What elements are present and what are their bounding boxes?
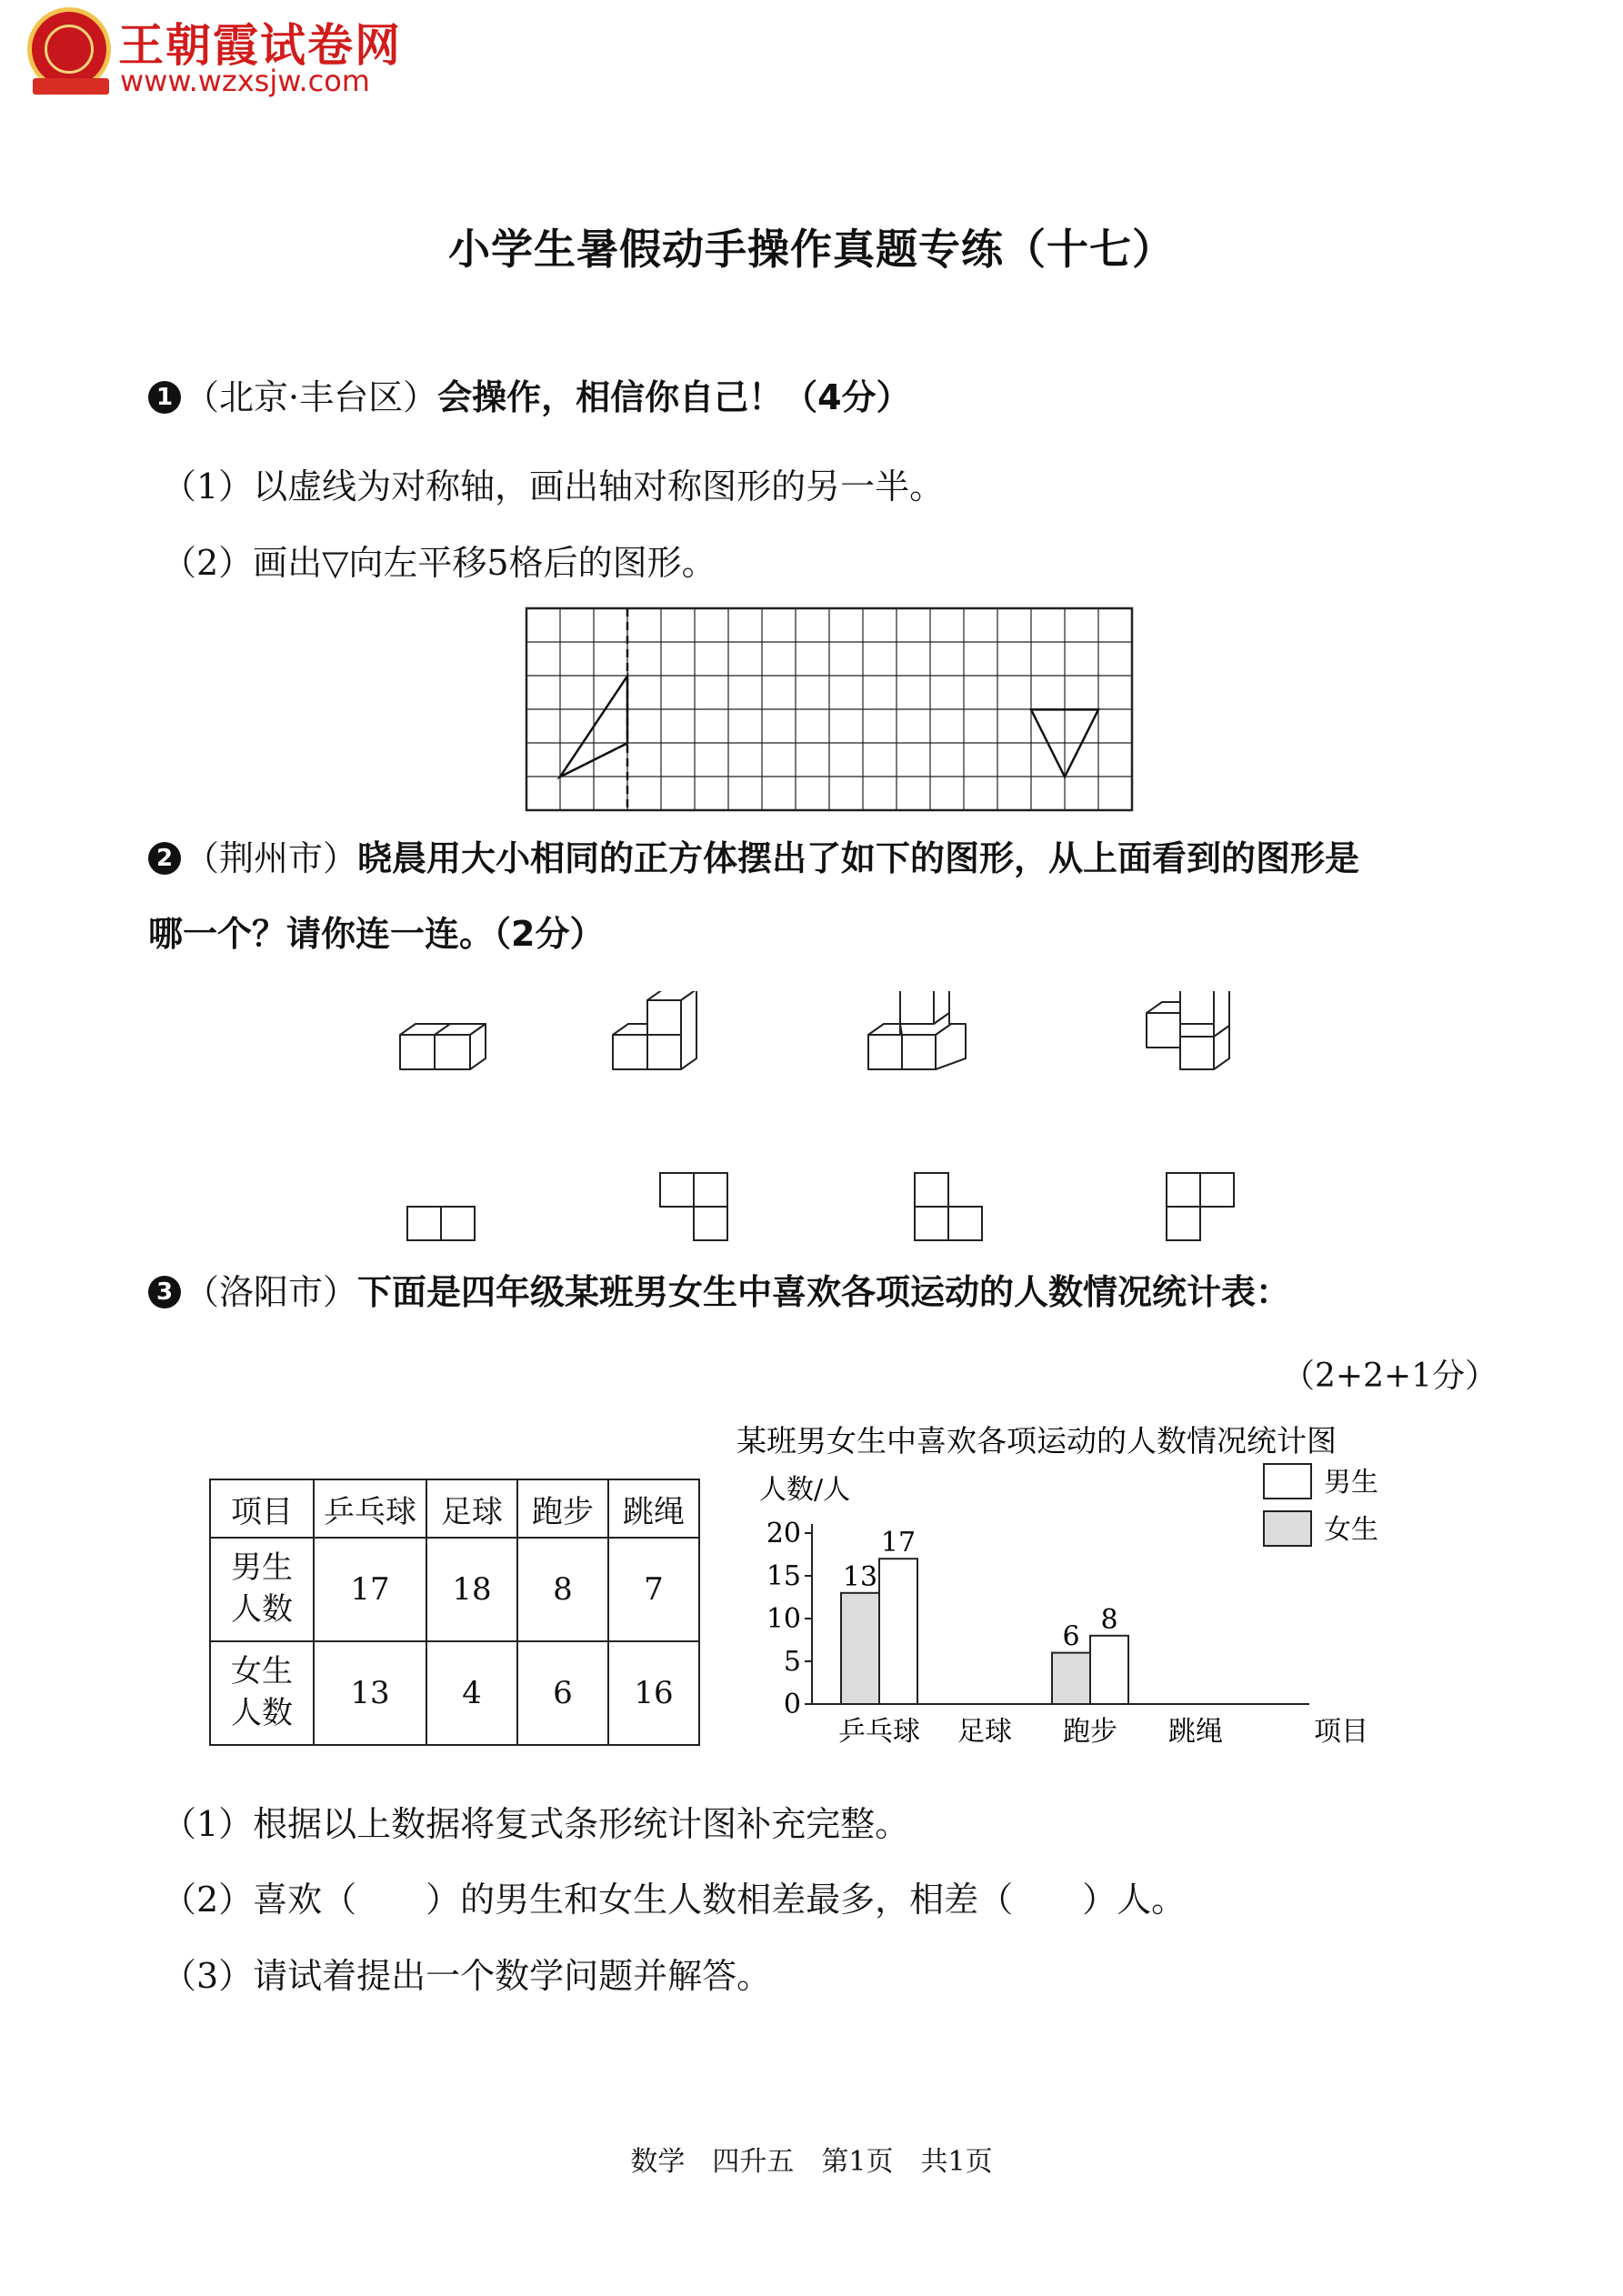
bar-value-label: 13 bbox=[842, 1560, 878, 1593]
bar-value-label: 6 bbox=[1062, 1620, 1080, 1653]
row-label-line1: 女生 bbox=[231, 1653, 293, 1690]
row-label bbox=[210, 1538, 314, 1641]
cube-figure-d bbox=[1147, 991, 1229, 1069]
q2-heading-line2 bbox=[148, 914, 605, 954]
y-tick-label: 15 bbox=[766, 1560, 801, 1592]
table-cell: 17 bbox=[314, 1538, 426, 1641]
q3-sub2: （2）喜欢（ ）的男生和女生人数相差最多，相差（ ）人。 bbox=[162, 1880, 1187, 1920]
cube-figure-a bbox=[400, 1024, 486, 1069]
q1-grid-figure bbox=[523, 605, 1150, 817]
q3-text: 下面是四年级某班男女生中喜欢各项运动的人数情况统计表： bbox=[357, 1272, 1291, 1312]
site-name: 王朝霞试卷网 bbox=[118, 19, 402, 72]
top-view-option-d[interactable] bbox=[1167, 1173, 1234, 1240]
bar-男生 bbox=[1090, 1636, 1128, 1704]
q1-number-badge: 1 bbox=[148, 381, 181, 414]
chart-title: 某班男女生中喜欢各项运动的人数情况统计图 bbox=[736, 1423, 1337, 1459]
legend-swatch bbox=[1264, 1464, 1311, 1499]
top-view-options bbox=[391, 1155, 1246, 1246]
table-row bbox=[210, 1641, 699, 1745]
x-tick-label: 跑步 bbox=[1063, 1716, 1117, 1748]
q3-heading bbox=[148, 1272, 1291, 1312]
y-tick-label: 0 bbox=[783, 1689, 801, 1720]
q1-sub1: （1）以虚线为对称轴，画出轴对称图形的另一半。 bbox=[162, 466, 945, 506]
table-cell: 8 bbox=[517, 1538, 608, 1641]
q2-number-badge: 2 bbox=[148, 842, 181, 875]
q2-text-line2: 哪一个？请你连一连。（2分） bbox=[148, 914, 605, 954]
x-tick-label: 乒乓球 bbox=[838, 1716, 920, 1748]
q3-sub3: （3）请试着提出一个数学问题并解答。 bbox=[162, 1956, 772, 1996]
bar-value-label: 17 bbox=[880, 1527, 917, 1559]
table-cell: 7 bbox=[608, 1538, 699, 1641]
q1-heading bbox=[148, 377, 911, 417]
q2-source: （荆州市） bbox=[185, 838, 358, 878]
table-header: 跑步 bbox=[517, 1479, 608, 1538]
bar-value-label: 8 bbox=[1100, 1603, 1118, 1636]
page-title: 小学生暑假动手操作真题专练（十七） bbox=[448, 225, 1175, 274]
q1-sub2: （2）画出▽向左平移5格后的图形。 bbox=[162, 543, 716, 583]
legend-swatch bbox=[1264, 1511, 1311, 1546]
q3-source: （洛阳市） bbox=[185, 1272, 358, 1312]
cube-figure-c bbox=[868, 991, 966, 1069]
x-tick-label: 跳绳 bbox=[1168, 1716, 1223, 1748]
row-label bbox=[210, 1641, 314, 1745]
y-tick-label: 20 bbox=[766, 1518, 801, 1549]
table-cell: 6 bbox=[517, 1641, 608, 1745]
row-label-line2: 人数 bbox=[231, 1695, 293, 1731]
q3-number-badge: 3 bbox=[148, 1276, 181, 1308]
site-url[interactable]: www.wzxsjw.com bbox=[120, 64, 370, 98]
q3-score: （2+2+1分） bbox=[1282, 1358, 1498, 1395]
table-cell: 13 bbox=[314, 1641, 426, 1745]
bar-男生 bbox=[879, 1559, 917, 1704]
cube-figures bbox=[391, 991, 1246, 1100]
logo-ribbon-icon bbox=[33, 78, 109, 95]
y-axis-label: 人数/人 bbox=[759, 1474, 851, 1506]
table-header: 乒乓球 bbox=[314, 1479, 426, 1538]
y-tick-label: 10 bbox=[766, 1603, 801, 1635]
q2-heading bbox=[148, 838, 1360, 878]
table-cell: 4 bbox=[426, 1641, 517, 1745]
x-tick-label: 足球 bbox=[957, 1716, 1012, 1748]
bar-女生 bbox=[1052, 1653, 1090, 1704]
top-view-option-b[interactable] bbox=[660, 1173, 727, 1240]
table-cell: 16 bbox=[608, 1641, 699, 1745]
table-row bbox=[210, 1538, 699, 1641]
q3-sub1: （1）根据以上数据将复式条形统计图补充完整。 bbox=[162, 1804, 910, 1844]
bar-chart bbox=[709, 1419, 1418, 1782]
page-footer: 数学 四升五 第1页 共1页 bbox=[630, 2146, 993, 2178]
q1-text: 会操作，相信你自己！（4分） bbox=[437, 377, 911, 417]
top-view-option-c[interactable] bbox=[915, 1173, 982, 1240]
y-tick-label: 5 bbox=[783, 1646, 801, 1678]
q1-source: （北京·丰台区） bbox=[185, 377, 438, 417]
row-label-line2: 人数 bbox=[231, 1591, 293, 1628]
top-view-option-a[interactable] bbox=[407, 1207, 475, 1240]
table-header: 跳绳 bbox=[608, 1479, 699, 1538]
q2-text-line1: 晓晨用大小相同的正方体摆出了如下的图形，从上面看到的图形是 bbox=[357, 838, 1360, 878]
table-header-row bbox=[210, 1479, 699, 1538]
row-label-line1: 男生 bbox=[231, 1549, 293, 1587]
table-header: 足球 bbox=[426, 1479, 517, 1538]
stats-table bbox=[209, 1479, 700, 1746]
legend-label: 男生 bbox=[1324, 1467, 1378, 1499]
cube-figure-b bbox=[613, 991, 696, 1069]
x-axis-label: 项目 bbox=[1314, 1716, 1368, 1748]
bar-女生 bbox=[841, 1593, 879, 1704]
table-cell: 18 bbox=[426, 1538, 517, 1641]
legend-label: 女生 bbox=[1324, 1514, 1378, 1546]
table-header: 项目 bbox=[210, 1479, 314, 1538]
